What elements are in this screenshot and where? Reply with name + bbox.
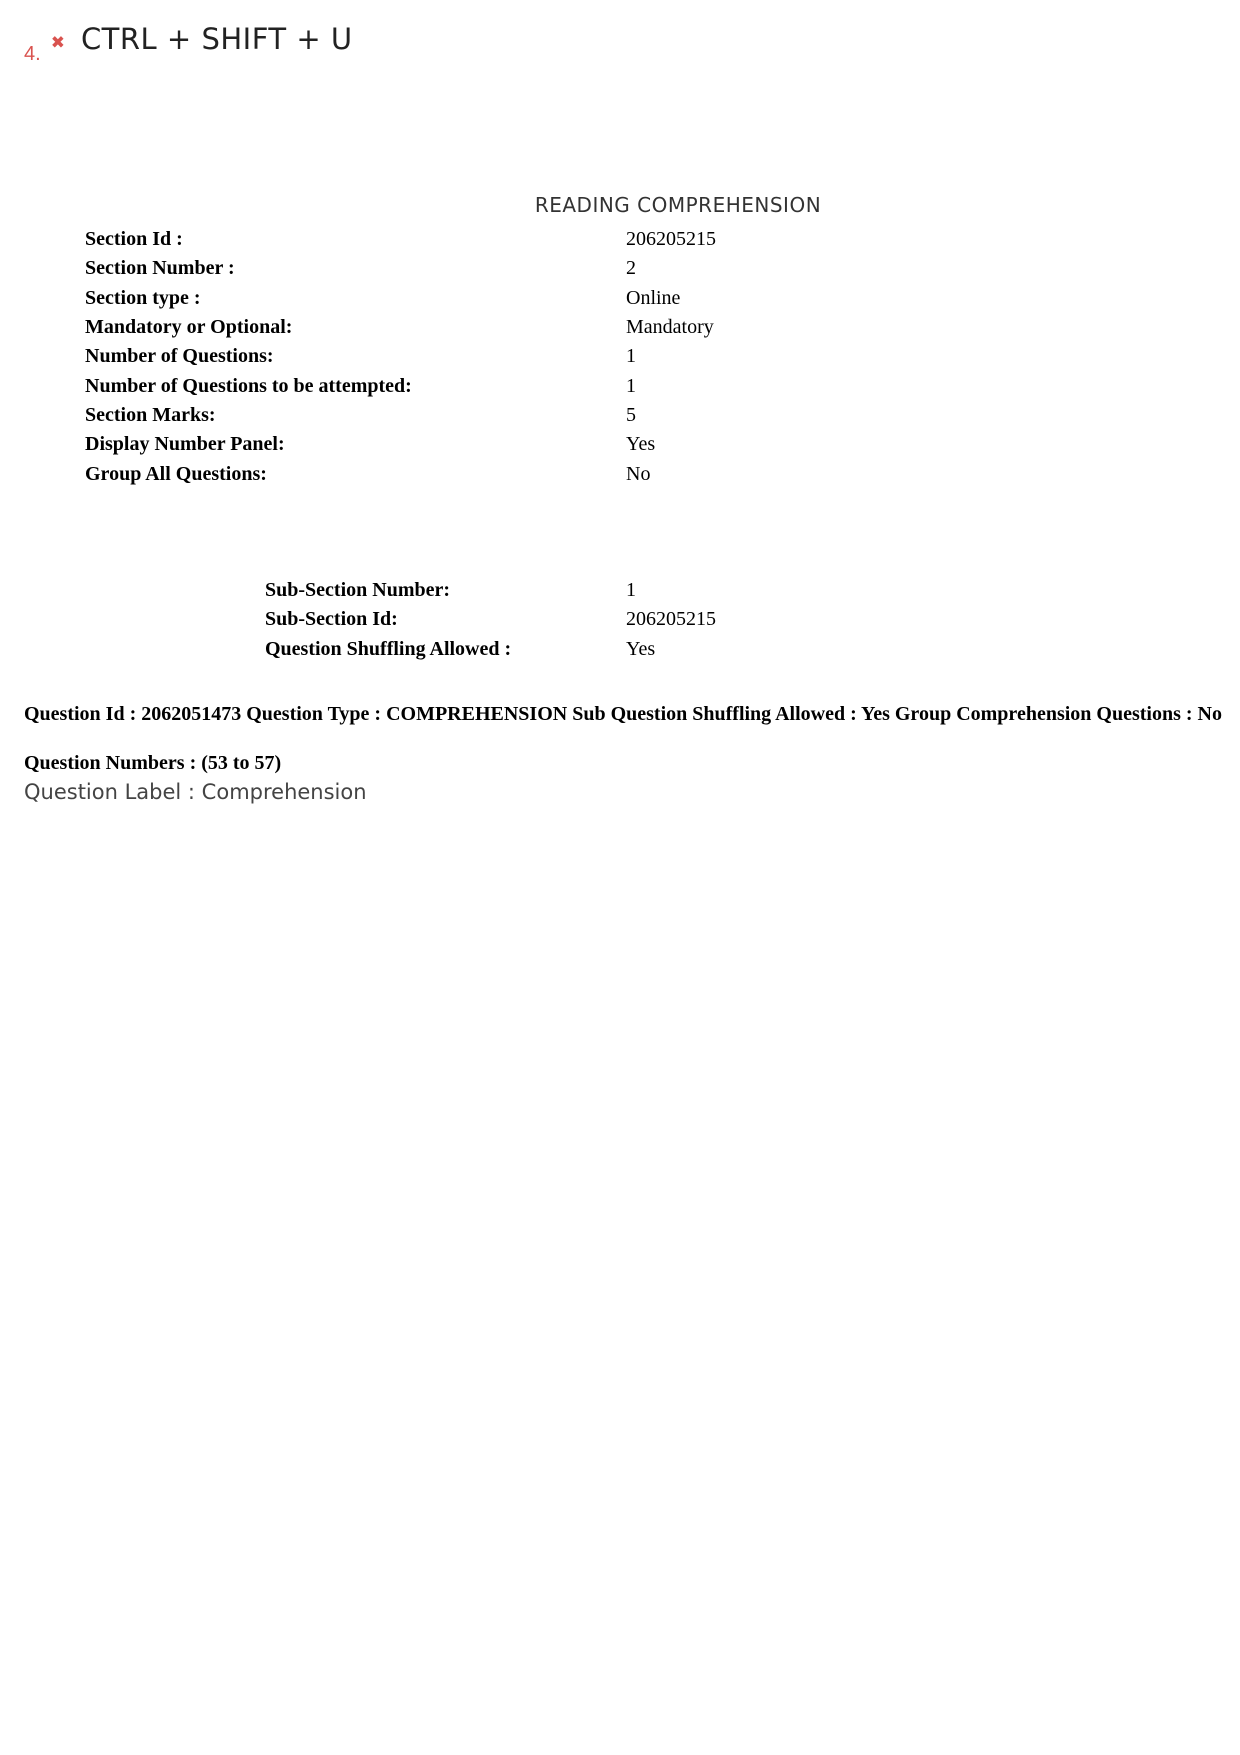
section-row-value: Mandatory (626, 316, 714, 339)
section-row-value: No (626, 462, 651, 485)
section-row-value: 1 (626, 374, 636, 397)
section-row-value: 5 (626, 403, 636, 426)
answer-option (24, 22, 353, 66)
section-row-label: Number of Questions to be attempted: (85, 374, 412, 397)
section-row-value: 1 (626, 345, 636, 368)
subsection-row (265, 605, 716, 634)
section-row-label: Section Number : (85, 257, 235, 280)
subsection-row-label: Sub-Section Number: (265, 579, 451, 602)
section-row (85, 342, 716, 371)
subsection-row-label: Question Shuffling Allowed : (265, 637, 512, 660)
section-row-label: Number of Questions: (85, 345, 274, 368)
subsection-details-table (265, 576, 716, 664)
question-label: Question Label : Comprehension (24, 780, 367, 804)
section-details-table (85, 225, 716, 489)
cross-icon: ✖ (50, 33, 65, 53)
section-row-value: 2 (626, 257, 636, 280)
subsection-row-value: Yes (626, 637, 656, 660)
section-row (85, 430, 716, 459)
section-row-label: Mandatory or Optional: (85, 316, 293, 339)
subsection-row (265, 635, 716, 664)
section-row-label: Section Id : (85, 228, 183, 251)
section-row (85, 401, 716, 430)
section-row-value: Yes (626, 433, 656, 456)
section-row (85, 313, 716, 342)
section-title: READING COMPREHENSION (534, 193, 822, 217)
section-row-label: Section Marks: (85, 403, 216, 426)
section-row-label: Display Number Panel: (85, 433, 285, 456)
section-row (85, 284, 716, 313)
section-row (85, 225, 716, 254)
section-row (85, 459, 716, 488)
question-numbers: Question Numbers : (53 to 57) (24, 752, 282, 774)
section-row-value: 206205215 (626, 228, 716, 251)
section-row (85, 254, 716, 283)
question-meta: Question Id : 2062051473 Question Type : COMPREHENSION Sub Question Shuffling Allowed : Yes Group Comprehension Questions : No (24, 703, 1222, 725)
section-row (85, 371, 716, 400)
section-row-value: Online (626, 286, 681, 309)
option-number: 4. (24, 43, 41, 65)
option-text: CTRL + SHIFT + U (80, 22, 353, 56)
subsection-row-value: 1 (626, 579, 636, 602)
subsection-row-value: 206205215 (626, 608, 716, 631)
section-row-label: Group All Questions: (85, 462, 267, 485)
section-row-label: Section type : (85, 286, 201, 309)
subsection-row (265, 576, 716, 605)
subsection-row-label: Sub-Section Id: (265, 608, 398, 631)
